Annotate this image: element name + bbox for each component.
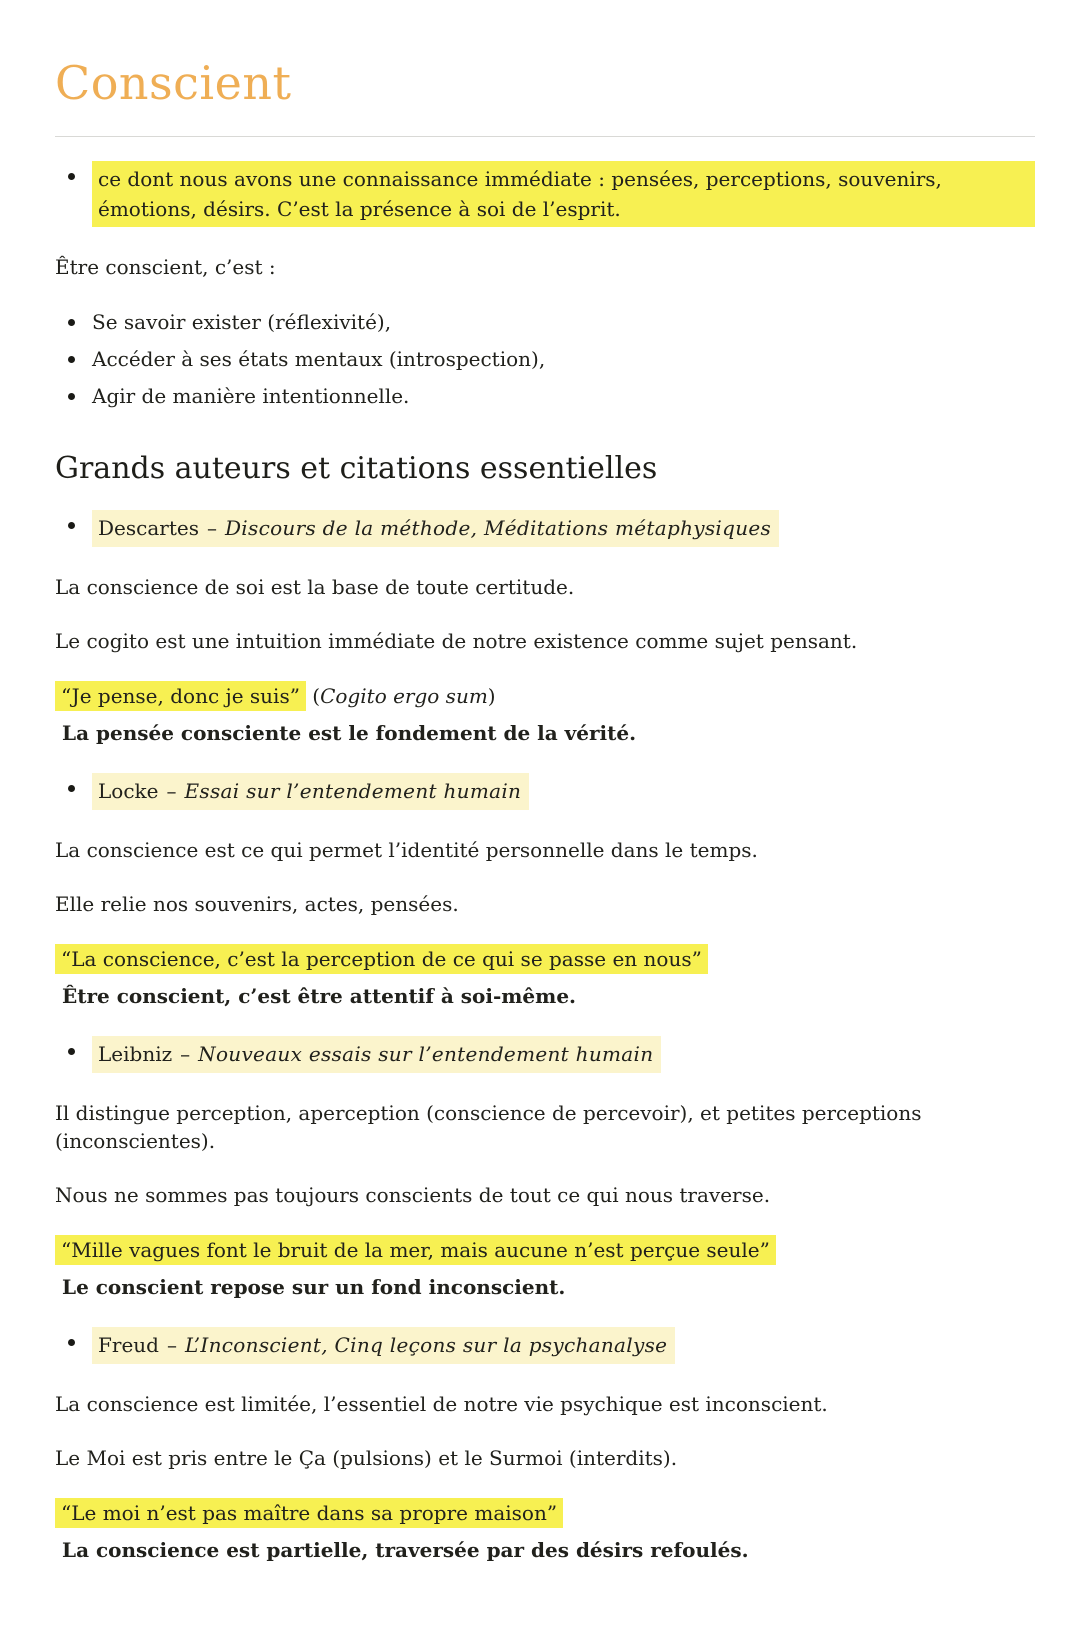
quote-line: [55, 681, 1020, 711]
quote-takeaway: Être conscient, c’est être attentif à soi-même.: [62, 984, 577, 1008]
being-conscious-list: [55, 307, 1035, 411]
quote-line: [55, 944, 1020, 974]
quote-takeaway: Le conscient repose sur un fond inconscient.: [62, 1275, 566, 1299]
author-separator: –: [206, 516, 217, 540]
quote-takeaway: La pensée consciente est le fondement de la vérité.: [62, 721, 637, 745]
author-name: Descartes: [98, 516, 199, 540]
definition-text: ce dont nous avons une connaissance immédiate : pensées, perceptions, souvenirs, émotions, désirs. C’est la présence à soi de l’esprit.: [92, 161, 1035, 227]
section-heading: Grands auteurs et citations essentielles: [55, 451, 658, 486]
quote-line: [55, 1498, 1020, 1528]
bullet-icon: [68, 785, 75, 792]
quote-text: “La conscience, c’est la perception de ce qui se passe en nous”: [55, 944, 708, 974]
author-bullet-freud: [55, 1327, 1035, 1364]
list-item-text: Agir de manière intentionnelle.: [92, 384, 410, 408]
author-line: [92, 1036, 661, 1073]
paragraph: Nous ne sommes pas toujours conscients de tout ce qui nous traverse.: [55, 1183, 771, 1207]
bullet-icon: [68, 1339, 75, 1346]
quote-text: “Le moi n’est pas maître dans sa propre maison”: [55, 1498, 563, 1528]
bullet-icon: [68, 173, 75, 180]
being-conscious-intro: Être conscient, c’est :: [55, 255, 276, 279]
author-name: Locke: [98, 779, 159, 803]
author-name: Freud: [98, 1333, 159, 1357]
paragraph: Il distingue perception, aperception (conscience de percevoir), et petites perceptions (inconscientes).: [55, 1101, 922, 1153]
quote-note-close: ): [487, 684, 496, 708]
quote-block: [55, 681, 1020, 747]
list-item: [55, 1036, 1035, 1073]
paragraph: La conscience de soi est la base de toute certitude.: [55, 575, 575, 599]
paragraph: La conscience est ce qui permet l’identité personnelle dans le temps.: [55, 838, 758, 862]
author-line: [92, 1327, 675, 1364]
author-separator: –: [166, 1333, 177, 1357]
author-works: Nouveaux essais sur l’entendement humain: [198, 1042, 654, 1066]
author-separator: –: [180, 1042, 191, 1066]
list-item-text: Se savoir exister (réflexivité),: [92, 310, 392, 334]
author-works: L’Inconscient, Cinq leçons sur la psychanalyse: [184, 1333, 668, 1357]
author-works: Essai sur l’entendement humain: [184, 779, 522, 803]
list-item: [55, 307, 1035, 337]
author-bullet-descartes: [55, 510, 1035, 547]
list-item: [55, 510, 1035, 547]
author-name: Leibniz: [98, 1042, 173, 1066]
bullet-icon: [68, 522, 75, 529]
quote-text: “Mille vagues font le bruit de la mer, mais aucune n’est perçue seule”: [55, 1235, 776, 1265]
page-title: Conscient: [55, 56, 292, 110]
list-item: [55, 161, 1035, 227]
bullet-icon: [68, 1048, 75, 1055]
author-works: Discours de la méthode, Méditations métaphysiques: [224, 516, 772, 540]
bullet-icon: [68, 319, 75, 326]
paragraph: Le cogito est une intuition immédiate de notre existence comme sujet pensant.: [55, 629, 858, 653]
bullet-icon: [68, 356, 75, 363]
quote-line: [55, 1235, 1020, 1265]
quote-block: [55, 944, 1020, 1010]
list-item: [55, 381, 1035, 411]
list-item-text: Accéder à ses états mentaux (introspection),: [92, 347, 546, 371]
paragraph: La conscience est limitée, l’essentiel de notre vie psychique est inconscient.: [55, 1392, 828, 1416]
author-line: [92, 510, 779, 547]
quote-block: [55, 1235, 1020, 1301]
list-item: [55, 344, 1035, 374]
divider: [55, 136, 1035, 137]
quote-block: [55, 1498, 1020, 1564]
definition-list: [55, 161, 1035, 227]
quote-note: Cogito ergo sum: [320, 684, 488, 708]
author-bullet-locke: [55, 773, 1035, 810]
paragraph: Elle relie nos souvenirs, actes, pensées.: [55, 892, 459, 916]
list-item: [55, 1327, 1035, 1364]
bullet-icon: [68, 393, 75, 400]
quote-takeaway: La conscience est partielle, traversée par des désirs refoulés.: [62, 1538, 749, 1562]
author-bullet-leibniz: [55, 1036, 1035, 1073]
list-item: [55, 773, 1035, 810]
author-separator: –: [166, 779, 177, 803]
quote-note-open: (: [305, 684, 321, 708]
author-line: [92, 773, 529, 810]
paragraph: Le Moi est pris entre le Ça (pulsions) et le Surmoi (interdits).: [55, 1446, 678, 1470]
quote-text: “Je pense, donc je suis”: [55, 681, 306, 711]
